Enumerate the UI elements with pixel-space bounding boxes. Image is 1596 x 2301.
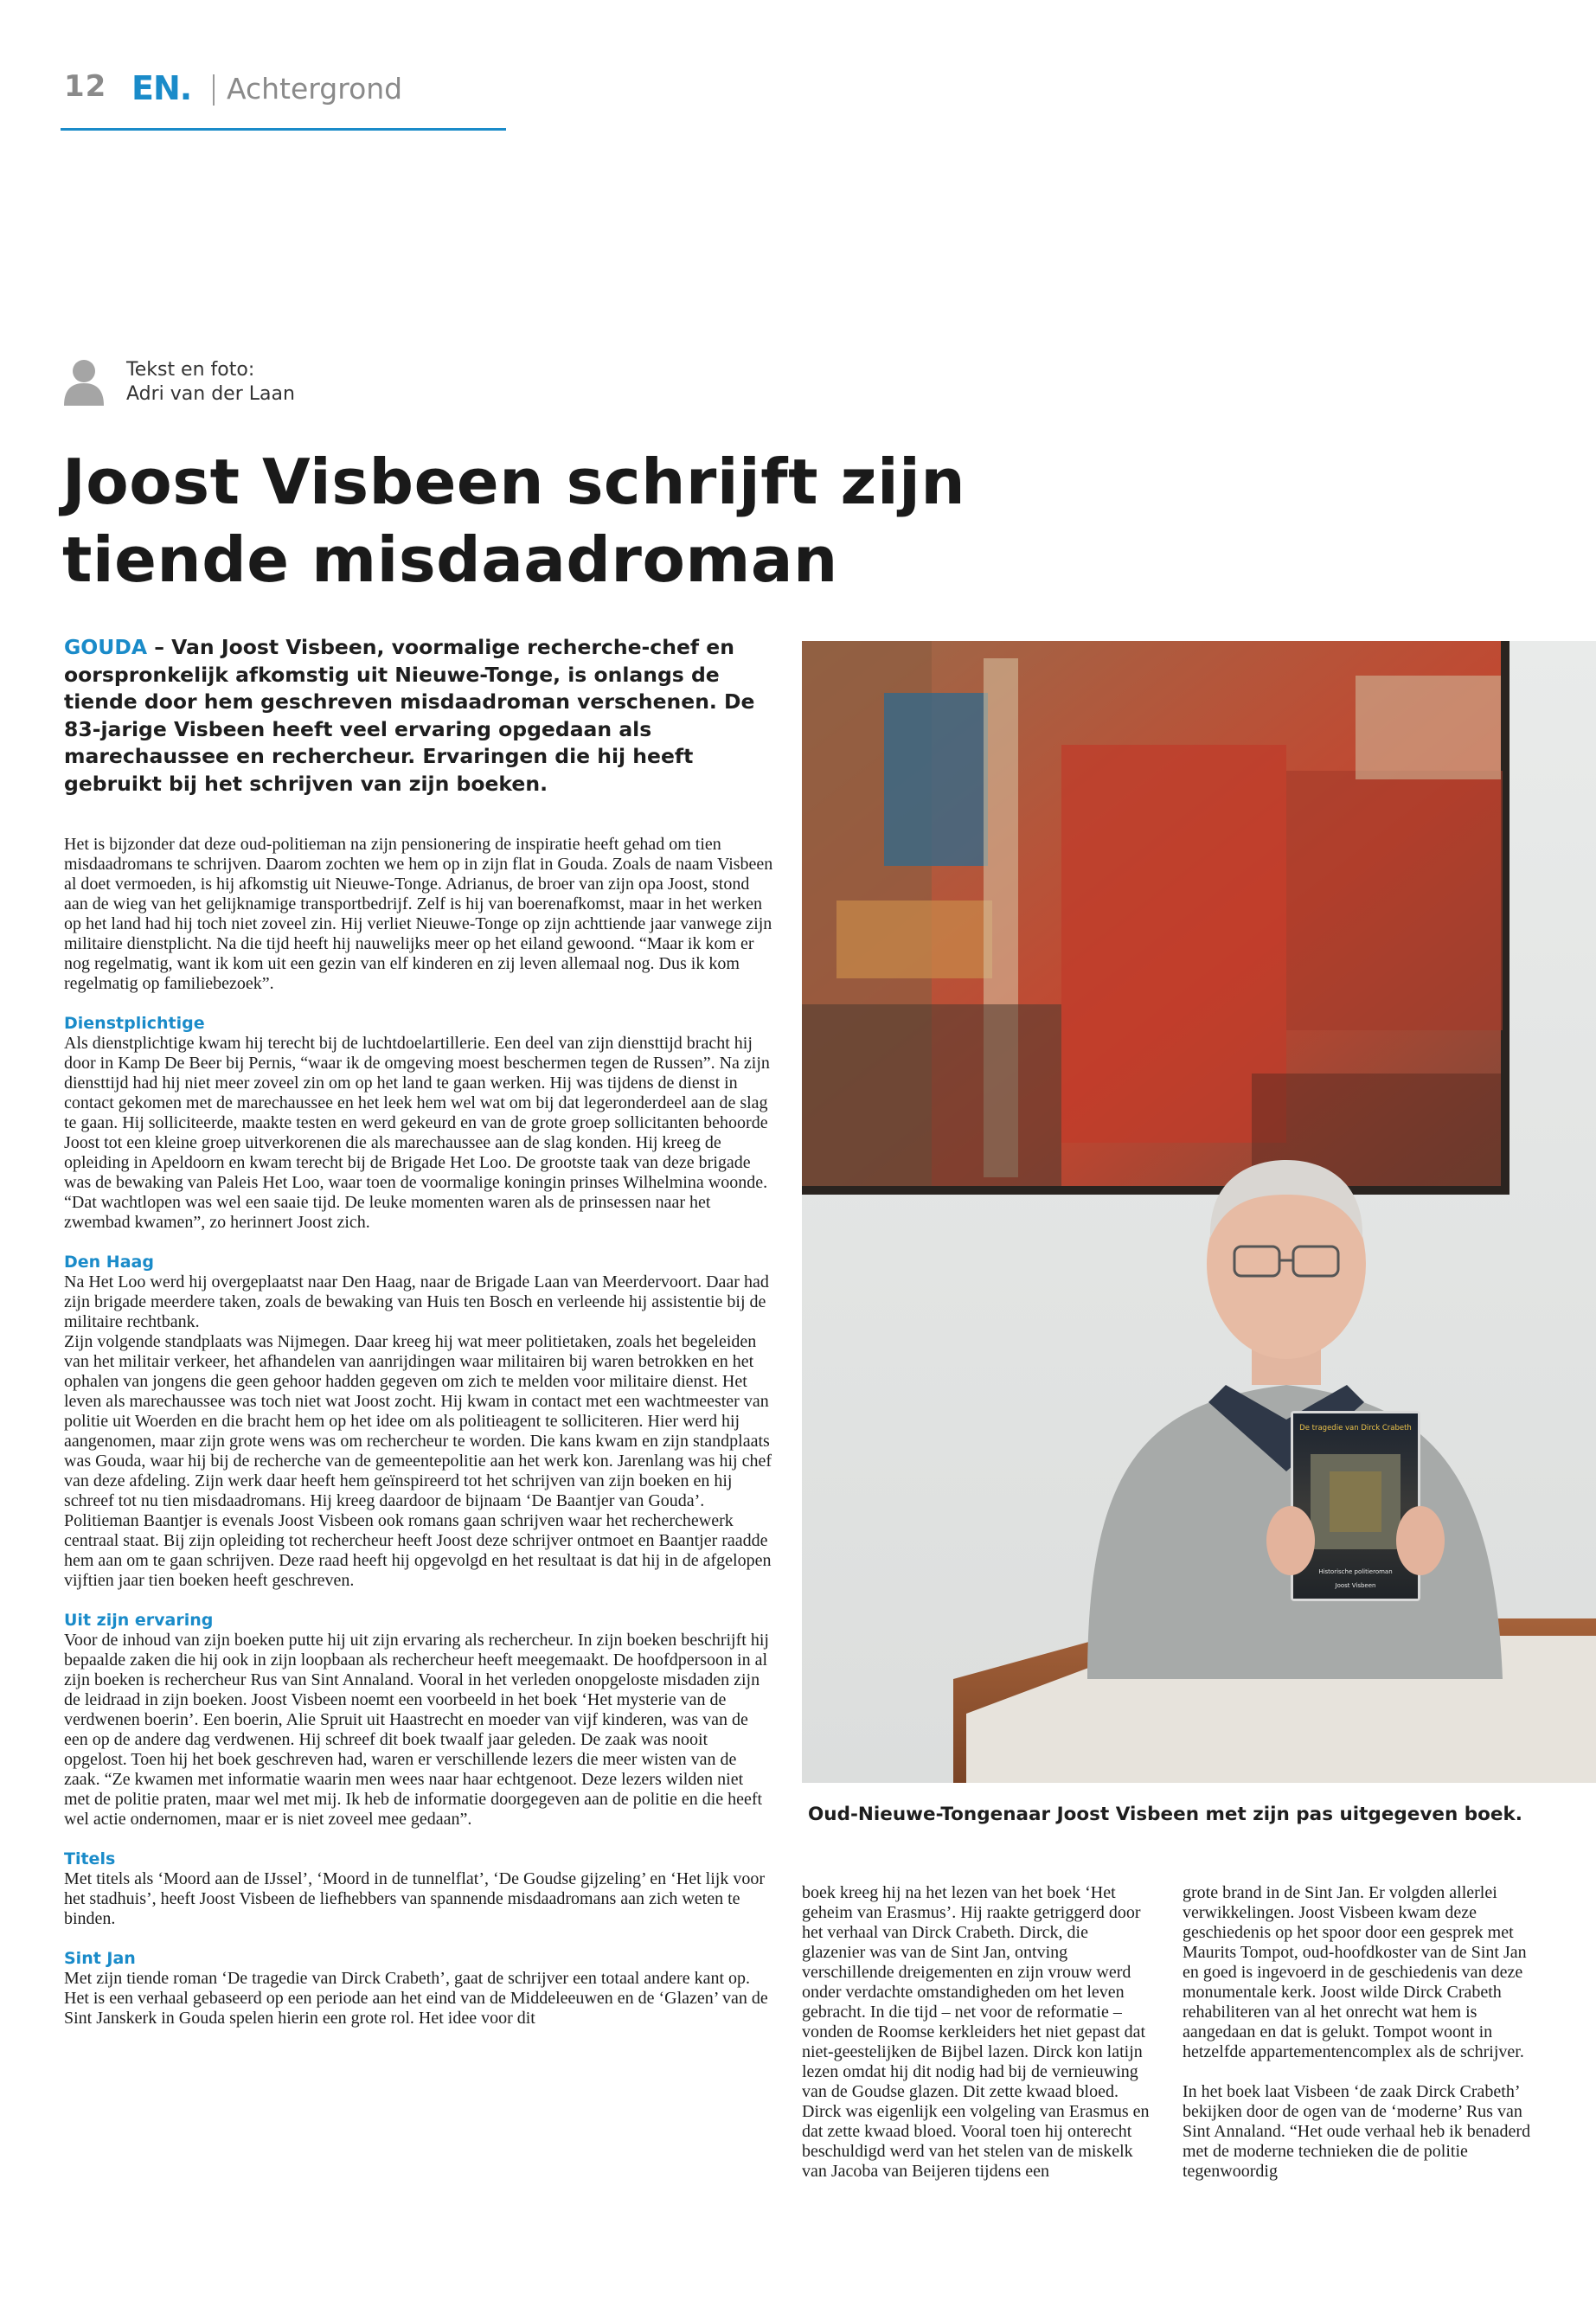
article-headline <box>62 443 1014 599</box>
body-paragraph: Na Het Loo werd hij overgeplaatst naar Den Haag, naar de Brigade Laan van Meerdervoort. Daar had zijn brigade meerdere taken, zoals de bewaking van Huis ten Bosch en verleende hij assistentie bij de militaire rechtbank. <box>64 1272 769 1331</box>
subheading-dienstplichtige: Dienstplichtige <box>64 1014 205 1033</box>
book-author: Joost Visbeen <box>1335 1582 1376 1589</box>
subheading-den-haag: Den Haag <box>64 1253 154 1272</box>
body-paragraph: Met zijn tiende roman ‘De tragedie van Dirck Crabeth’, gaat de schrijver een totaal andere kant op. Het is een verhaal gebaseerd op een periode aan het eind van de Middeleeuwen en de ‘Glazen’ van de Sint Janskerk in Gouda spelen hierin een grote rol. Het idee voor dit <box>64 1969 768 2028</box>
section-title: Achtergrond <box>227 72 403 106</box>
body-paragraph: boek kreeg hij na het lezen van het boek ‘Het geheim van Erasmus’. Hij raakte getriggerd door het verhaal van Dirck Crabeth. Dirck, die glazenier was van de Sint Jan, ontving verschillende dreigementen en zijn vrouw werd onder verdachte omstandigheden om het leven gebracht. In die tijd – net voor de reformatie – vonden de Roomse kerkleiders het niet gepast dat niet-geestelijken de Bijbel lazen. Dirck kon latijn lezen omdat hij dit nodig had bij de vernieuwing van de Goudse glazen. Dit zette kwaad bloed. Dirck was eigenlijk een volgeling van Erasmus en dat zette kwaad bloed. Vooral toen hij onterecht beschuldigd werd van het stelen van de miskelk van Jacoba van Beijeren tijdens een <box>802 1883 1150 2181</box>
subheading-titels: Titels <box>64 1849 116 1868</box>
intro-paragraph: Het is bijzonder dat deze oud-politieman na zijn pensionering de inspiratie heeft gehad om tien misdaadromans te schrijven. Daarom zochten we hem op in zijn flat in Gouda. Zoals de naam Visbeen al doet vermoeden, is hij afkomstig uit Nieuwe-Tonge. Adrianus, de broer van zijn opa Joost, stond aan de wieg van het gelijknamige transportbedrijf. Zelf is hij van boerenafkomst, maar in het werken op het land had hij toch niet zoveel zin. Hij verliet Nieuwe-Tonge op zijn achttiende jaar vanwege zijn militaire dienstplicht. Na die tijd heeft hij nauwelijks meer op het eiland gewoond. “Maar ik kom er nog regelmatig, want ik kom uit een gezin van elf kinderen en zij leven allemaal nog. Dus ik kom regelmatig op familiebezoek”. <box>64 835 773 993</box>
credit-label: Tekst en foto: <box>126 359 255 381</box>
body-paragraph: grote brand in de Sint Jan. Er volgden allerlei verwikkelingen. Joost Visbeen kwam deze geschiedenis op het spoor door een gesprek met Maurits Tompot, oud-hoofdkoster van de Sint Jan en goed is ingevoerd in de geschiedenis van deze monumentale kerk. Joost wilde Dirck Crabeth rehabiliteren van al het onrecht wat hem is aangedaan en dat is gelukt. Tompot woont in hetzelfde appartementencomplex als de schrijver. <box>1183 1883 1527 2061</box>
body-paragraph: Als dienstplichtige kwam hij terecht bij de luchtdoelartillerie. Een deel van zijn diensttijd bracht hij door in Kamp De Beer bij Pernis, “waar ik de omgeving moest beschermen tegen de Russen”. Na zijn diensttijd had hij niet meer zoveel zin om op het land te gaan werken. Hij was tijdens de dienst in contact gekomen met de marechaussee en het leek hem wel wat om bij dat legeronderdeel aan de slag te gaan. Hij solliciteerde, maakte testen en werd gekeurd en van de grote groep sollicitanten behoorde Joost tot een kleine groep uitverkorenen die als marechaussee aan de slag konden. Hij kreeg de opleiding in Apeldoorn en kwam terecht bij de Brigade Het Loo. De grootste taak van deze brigade was de bewaking van Paleis Het Loo, waar toen de voormalige koningin prinses Wilhelmina woonde. “Dat wachtlopen was wel een saaie tijd. De leuke momenten waren als de prinsessen naar het zwembad kwamen”, zo herinnert Joost zich. <box>64 1034 770 1232</box>
headline-line-2: tiende misdaadroman <box>62 523 838 596</box>
subheading-sint-jan: Sint Jan <box>64 1949 136 1968</box>
headline-line-1: Joost Visbeen schrijft zijn <box>62 445 966 518</box>
article-column-3 <box>1183 1883 1537 2182</box>
lead-text: – Van Joost Visbeen, voormalige recherche-chef en oorspronkelijk afkomstig uit Nieuwe-Tonge, is onlangs de tiende door hem geschreven misdaadroman verschenen. De 83-jarige Visbeen heeft veel ervaring opgedaan als marechaussee en rechercheur. Ervaringen die hij heeft gebruikt bij het schrijven van zijn boeken. <box>64 635 755 796</box>
book-title: De tragedie van Dirck Crabeth <box>1299 1424 1412 1433</box>
article-lead <box>64 634 773 798</box>
article-photo <box>802 641 1596 1783</box>
article-column-1 <box>64 835 773 2029</box>
lead-location: GOUDA <box>64 635 148 659</box>
credit-name: Adri van der Laan <box>126 383 295 405</box>
newspaper-logo: EN. <box>131 69 192 107</box>
header-divider <box>213 74 215 106</box>
book-subtitle: Historische politieroman <box>1318 1568 1393 1575</box>
header-rule <box>61 128 506 131</box>
article-column-2 <box>802 1883 1151 2182</box>
body-paragraph: In het boek laat Visbeen ‘de zaak Dirck Crabeth’ bekijken door de ogen van de ‘moderne’ Rus van Sint Annaland. “Het oude verhaal heb ik benaderd met de moderne technieken die de politie tegenwoordig <box>1183 2082 1531 2181</box>
body-paragraph: Met titels als ‘Moord aan de IJssel’, ‘Moord in de tunnelflat’, ‘De Goudse gijzeling’ en ‘Het lijk voor het stadhuis’, heeft Joost Visbeen de liefhebbers van spannende misdaadromans aan zich weten te binden. <box>64 1869 765 1928</box>
page-number: 12 <box>64 69 107 104</box>
body-paragraph: Zijn volgende standplaats was Nijmegen. Daar kreeg hij wat meer politietaken, zoals het begeleiden van het militair verkeer, het afhandelen van aanrijdingen waar militairen bij waren betrokken en het ophalen van jongens die geen gehoor hadden gegeven om zich te melden voor militaire dienst. Het leven als marechaussee was toch niet wat Joost zocht. Hij kwam in contact met een wachtmeester van politie uit Woerden en die bracht hem op het idee om als politieagent te solliciteren. Hier werd hij aangenomen, maar zijn grote wens was om rechercheur te worden. Die kans kwam en zijn standplaats was Gouda, waar hij bij de recherche van de gemeentepolitie aan het werk kon. Jarenlang was hij chef van deze afdeling. Zijn werk daar heeft hem geïnspireerd tot het schrijven van zijn boeken en hij schreef tot nu tien misdaadromans. Hij kreeg daardoor de bijnaam ‘De Baantjer van Gouda’. Politieman Baantjer is evenals Joost Visbeen ook romans gaan schrijven waar het recherchewerk centraal staat. Bij zijn opleiding tot rechercheur heeft Joost deze schrijver ontmoet en Baantjer raadde hem aan om te gaan schrijven. Deze raad heeft hij opgevolgd en het resultaat is dat hij in de afgelopen vijftien jaar tien boeken heeft geschreven. <box>64 1332 772 1590</box>
subheading-uit-zijn-ervaring: Uit zijn ervaring <box>64 1611 214 1630</box>
body-paragraph: Voor de inhoud van zijn boeken putte hij uit zijn ervaring als rechercheur. In zijn boeken beschrijft hij bepaalde zaken die hij ook in zijn loopbaan als rechercheur heeft meegemaakt. De hoofdpersoon in al zijn boeken is rechercheur Rus van Sint Annaland. Vooral in het verleden onopgeloste misdaden zijn de leidraad in zijn boeken. Joost Visbeen noemt een voorbeeld in het boek ‘Het mysterie van de verdwenen boerin’. Een boerin, Alie Spruit uit Haastrecht en moeder van vijf kinderen, was van de een op de andere dag verdwenen. Hij schreef dit boek twaalf jaar geleden. De zaak was nooit opgelost. Toen hij het boek geschreven had, waren er verschillende lezers die meer wisten van de zaak. “Ze kwamen met informatie waarin men wees naar haar echtgenoot. Deze lezers wilden niet met de politie praten, maar wel met mij. Ik heb de informatie doorgegeven aan de politie en die heeft wel actie ondernomen, maar er is niet zoveel mee gedaan”. <box>64 1631 769 1829</box>
person-icon <box>64 357 104 406</box>
photo-caption: Oud-Nieuwe-Tongenaar Joost Visbeen met zijn pas uitgegeven boek. <box>808 1804 1522 1825</box>
